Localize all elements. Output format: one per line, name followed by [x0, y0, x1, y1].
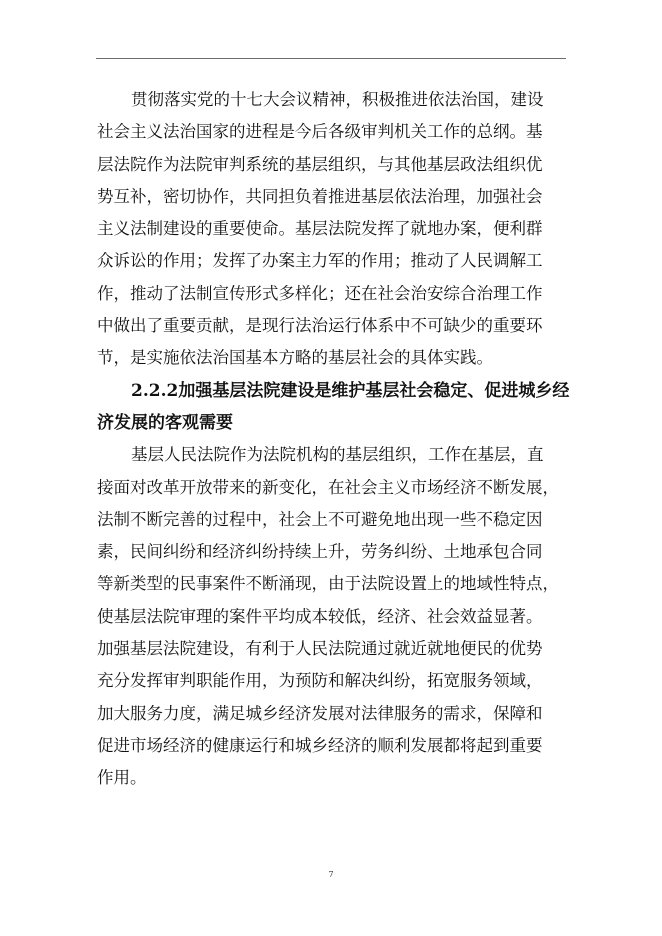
heading-line: 济发展的客观需要 — [97, 412, 233, 433]
paragraph-rule-of-law — [97, 84, 573, 375]
text-line: 法制不断完善的过程中，社会上不可避免地出现一些不稳定因 — [97, 509, 543, 529]
heading-line: 2.2.2加强基层法院建设是维护基层社会稳定、促进城乡经 — [131, 380, 570, 401]
text-line: 基层人民法院作为法院机构的基层组织，工作在基层，直 — [131, 445, 544, 465]
text-line: 促进市场经济的健康运行和城乡经济的顺利发展都将起到重要 — [97, 735, 543, 755]
text-line: 接面对改革开放带来的新变化，在社会主义市场经济不断发展， — [97, 477, 559, 497]
text-line: 充分发挥审判职能作用，为预防和解决纠纷，拓宽服务领域， — [97, 671, 543, 691]
text-line: 贯彻落实党的十七大会议精神，积极推进依法治国，建设 — [131, 90, 544, 109]
text-line: 使基层法院审理的案件平均成本较低，经济、社会效益显著。 — [97, 606, 543, 626]
text-line: 加大服务力度，满足城乡经济发展对法律服务的需求，保障和 — [97, 703, 543, 723]
text-line: 主义法制建设的重要使命。基层法院发挥了就地办案，便利群 — [97, 219, 543, 239]
page-number: 7 — [328, 870, 334, 879]
section-heading-2-2-2 — [97, 375, 573, 440]
text-line: 社会主义法治国家的进程是今后各级审判机关工作的总纲。基 — [97, 122, 543, 142]
document-body — [97, 84, 573, 795]
text-line: 节，是实施依法治国基本方略的基层社会的具体实践。 — [97, 348, 493, 368]
text-line: 层法院作为法院审判系统的基层组织，与其他基层政法组织优 — [97, 154, 543, 174]
text-line: 势互补，密切协作，共同担负着推进基层依法治理，加强社会 — [97, 186, 543, 206]
text-line: 等新类型的民事案件不断涌现，由于法院设置上的地域性特点， — [97, 574, 559, 594]
text-line: 加强基层法院建设，有利于人民法院通过就近就地便民的优势 — [97, 639, 543, 659]
text-line: 众诉讼的作用；发挥了办案主力军的作用；推动了人民调解工 — [97, 251, 543, 271]
paragraph-basic-courts — [97, 439, 573, 794]
text-line: 中做出了重要贡献，是现行法治运行体系中不可缺少的重要环 — [97, 316, 543, 336]
text-line: 素，民间纠纷和经济纠纷持续上升，劳务纠纷、土地承包合同 — [97, 542, 543, 562]
text-line: 作，推动了法制宣传形式多样化；还在社会治安综合治理工作 — [97, 283, 543, 303]
text-line: 作用。 — [97, 768, 147, 788]
header-rule — [96, 58, 566, 59]
